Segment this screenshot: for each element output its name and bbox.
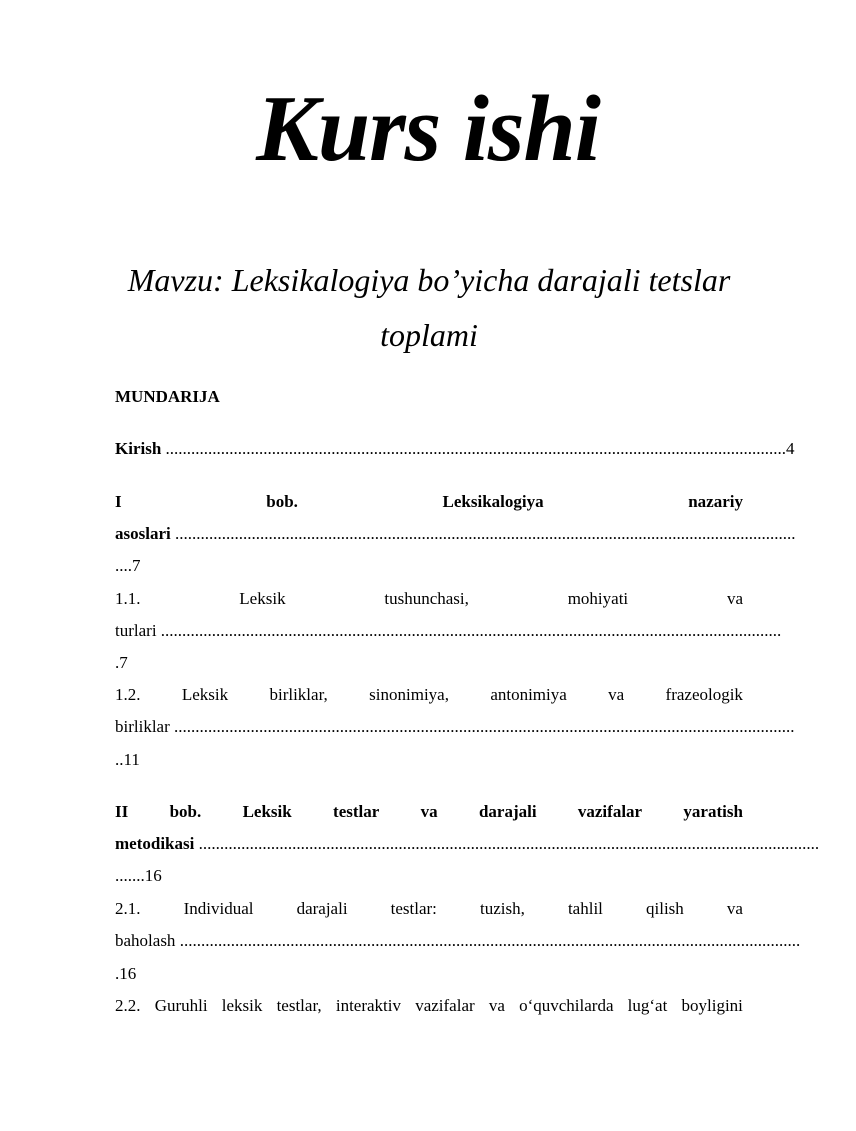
toc-word: birliklar, (269, 685, 328, 704)
toc-entry-2-1[interactable] (115, 898, 743, 920)
toc-entry-1-1[interactable] (115, 588, 743, 610)
document-title: Kurs ishi (256, 77, 600, 181)
toc-word: Leksikalogiya (442, 492, 544, 511)
toc-word: Leksik (181, 685, 229, 704)
toc-word: boyligini (681, 996, 743, 1015)
toc-word: testlar (333, 802, 380, 821)
toc-word: darajali (478, 802, 537, 821)
toc-word: tuzish, (480, 899, 525, 918)
toc-word: 1.1. (115, 589, 141, 608)
toc-word: 2.1. (115, 899, 141, 918)
toc-entry-bob2-cont (115, 833, 820, 855)
toc-word: Leksik (242, 802, 292, 821)
toc-word: bob. (266, 492, 298, 511)
toc-entry-label: Kirish (115, 439, 162, 458)
toc-word: bob. (169, 802, 202, 821)
toc-entry-kirish[interactable] (115, 438, 795, 460)
toc-heading: MUNDARIJA (115, 387, 220, 406)
toc-word: o‘quvchilarda (519, 996, 614, 1015)
toc-word: 1.2. (115, 685, 141, 704)
toc-word: lug‘at (627, 996, 668, 1015)
toc-word: vazifalar (415, 996, 475, 1015)
document-subtitle (115, 253, 743, 363)
toc-dot-leader: .................................................................................................................................................. (161, 439, 787, 458)
subtitle-line-2: toplami (380, 317, 478, 353)
toc-word: testlar, (276, 996, 322, 1015)
toc-word: 2.2. (115, 996, 141, 1015)
toc-word: nazariy (688, 492, 743, 511)
toc-word: va (420, 802, 438, 821)
toc-word: testlar: (390, 899, 437, 918)
toc-word: va (726, 899, 743, 918)
subtitle-line-1: Mavzu: Leksikalogiya bo’yicha darajali tetslar (127, 262, 731, 298)
toc-word: mohiyati (567, 589, 629, 608)
toc-word: leksik (221, 996, 263, 1015)
toc-word: I (115, 492, 122, 511)
toc-entry-bob1[interactable] (115, 491, 743, 513)
toc-entry-label: birliklar (115, 717, 170, 736)
toc-dot-leader: .................................................................................................................................................. (194, 834, 820, 853)
toc-word: vazifalar (577, 802, 643, 821)
toc-entry-label: turlari (115, 621, 157, 640)
toc-word: tahlil (567, 899, 603, 918)
toc-entry-bob2-page: .......16 (115, 866, 162, 885)
toc-entry-2-2[interactable] (115, 995, 743, 1017)
toc-dot-leader: .................................................................................................................................................. (170, 524, 796, 543)
toc-word: qilish (646, 899, 684, 918)
toc-word: tushunchasi, (384, 589, 469, 608)
toc-word: Guruhli (154, 996, 208, 1015)
toc-word: frazeologik (665, 685, 743, 704)
toc-word: interaktiv (335, 996, 402, 1015)
toc-entry-2-1-page: .16 (115, 964, 137, 983)
toc-entry-1-1-page: .7 (115, 653, 128, 672)
toc-entry-1-2[interactable] (115, 684, 743, 706)
toc-word: darajali (296, 899, 348, 918)
toc-entry-1-1-cont (115, 620, 782, 642)
toc-entry-bob1-page: ....7 (115, 556, 141, 575)
toc-word: Leksik (239, 589, 286, 608)
toc-dot-leader: .................................................................................................................................................. (175, 931, 801, 950)
toc-page-number: 4 (786, 439, 795, 458)
toc-word: II (115, 802, 129, 821)
toc-entry-1-2-page: ..11 (115, 750, 140, 769)
toc-entry-2-1-cont (115, 930, 801, 952)
toc-entry-bob1-cont (115, 523, 796, 545)
toc-entry-bob2[interactable] (115, 801, 743, 823)
toc-word: Individual (183, 899, 254, 918)
toc-dot-leader: .................................................................................................................................................. (169, 717, 795, 736)
toc-word: sinonimiya, (369, 685, 449, 704)
toc-entry-label: baholash (115, 931, 176, 950)
toc-word: va (488, 996, 505, 1015)
toc-word: va (608, 685, 625, 704)
toc-word: yaratish (683, 802, 743, 821)
toc-word: antonimiya (490, 685, 567, 704)
toc-entry-label: metodikasi (115, 834, 195, 853)
toc-word: va (726, 589, 743, 608)
toc-dot-leader: .................................................................................................................................................. (156, 621, 782, 640)
toc-entry-1-2-cont (115, 716, 795, 738)
toc-entry-label: asoslari (115, 524, 171, 543)
